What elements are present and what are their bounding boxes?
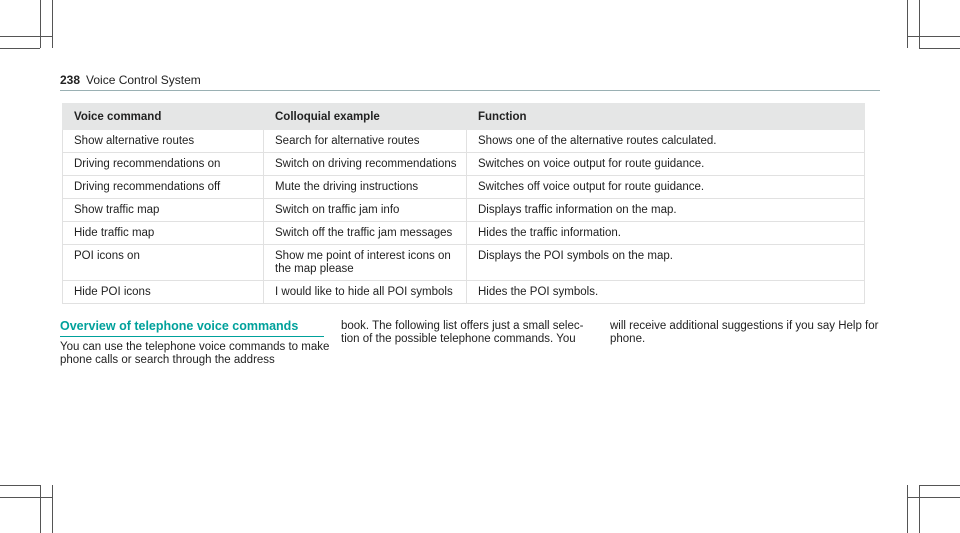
crop-mark: [919, 48, 960, 49]
crop-mark: [0, 36, 52, 37]
function-cell: Hides the traffic information.: [467, 222, 865, 245]
running-header: [60, 73, 201, 87]
crop-mark: [907, 36, 960, 37]
colloquial-example-cell: Mute the driving instructions: [264, 176, 467, 199]
table-row: [63, 199, 865, 222]
function-cell: Switches on voice output for route guidance.: [467, 153, 865, 176]
table-row: [63, 222, 865, 245]
voice-command-table: [62, 103, 865, 304]
voice-command-cell: Driving recommendations on: [63, 153, 264, 176]
function-cell: Switches off voice output for route guidance.: [467, 176, 865, 199]
crop-mark: [919, 0, 920, 48]
crop-mark: [919, 485, 960, 486]
crop-mark: [40, 485, 41, 533]
crop-mark: [52, 485, 53, 533]
column-header: Voice command: [63, 104, 264, 130]
crop-mark: [40, 0, 41, 48]
section-title: Voice Control System: [86, 73, 201, 87]
crop-mark: [907, 497, 960, 498]
column-header: Colloquial example: [264, 104, 467, 130]
table-row: [63, 130, 865, 153]
page-number: 238: [60, 73, 81, 87]
function-cell: Displays traffic information on the map.: [467, 199, 865, 222]
crop-mark: [0, 497, 52, 498]
table-row: [63, 176, 865, 199]
body-text-column-1: You can use the telephone voice commands to make phone calls or search through the address: [60, 341, 330, 366]
table-row: [63, 153, 865, 176]
voice-command-cell: POI icons on: [63, 245, 264, 281]
voice-command-cell: Driving recommendations off: [63, 176, 264, 199]
colloquial-example-cell: I would like to hide all POI symbols: [264, 281, 467, 304]
colloquial-example-cell: Search for alternative routes: [264, 130, 467, 153]
column-header: Function: [467, 104, 865, 130]
voice-command-cell: Show traffic map: [63, 199, 264, 222]
body-text-column-3: will receive additional suggestions if you say Help for phone.: [610, 320, 879, 345]
colloquial-example-cell: Show me point of interest icons on the map please: [264, 245, 467, 281]
crop-mark: [0, 48, 40, 49]
table-row: [63, 281, 865, 304]
crop-mark: [0, 485, 40, 486]
function-cell: Hides the POI symbols.: [467, 281, 865, 304]
table-row: [63, 245, 865, 281]
crop-mark: [907, 485, 908, 533]
crop-mark: [919, 485, 920, 533]
section-heading: Overview of telephone voice commands: [60, 319, 324, 337]
header-rule: [60, 90, 880, 91]
colloquial-example-cell: Switch on traffic jam info: [264, 199, 467, 222]
voice-command-cell: Show alternative routes: [63, 130, 264, 153]
body-text-column-2: book. The following list offers just a small selec-tion of the possible telephone commands. You: [341, 320, 584, 345]
function-cell: Shows one of the alternative routes calculated.: [467, 130, 865, 153]
colloquial-example-cell: Switch on driving recommendations: [264, 153, 467, 176]
function-cell: Displays the POI symbols on the map.: [467, 245, 865, 281]
voice-command-cell: Hide POI icons: [63, 281, 264, 304]
voice-command-cell: Hide traffic map: [63, 222, 264, 245]
crop-mark: [907, 0, 908, 48]
table-header-row: [63, 104, 865, 130]
crop-mark: [52, 0, 53, 48]
colloquial-example-cell: Switch off the traffic jam messages: [264, 222, 467, 245]
